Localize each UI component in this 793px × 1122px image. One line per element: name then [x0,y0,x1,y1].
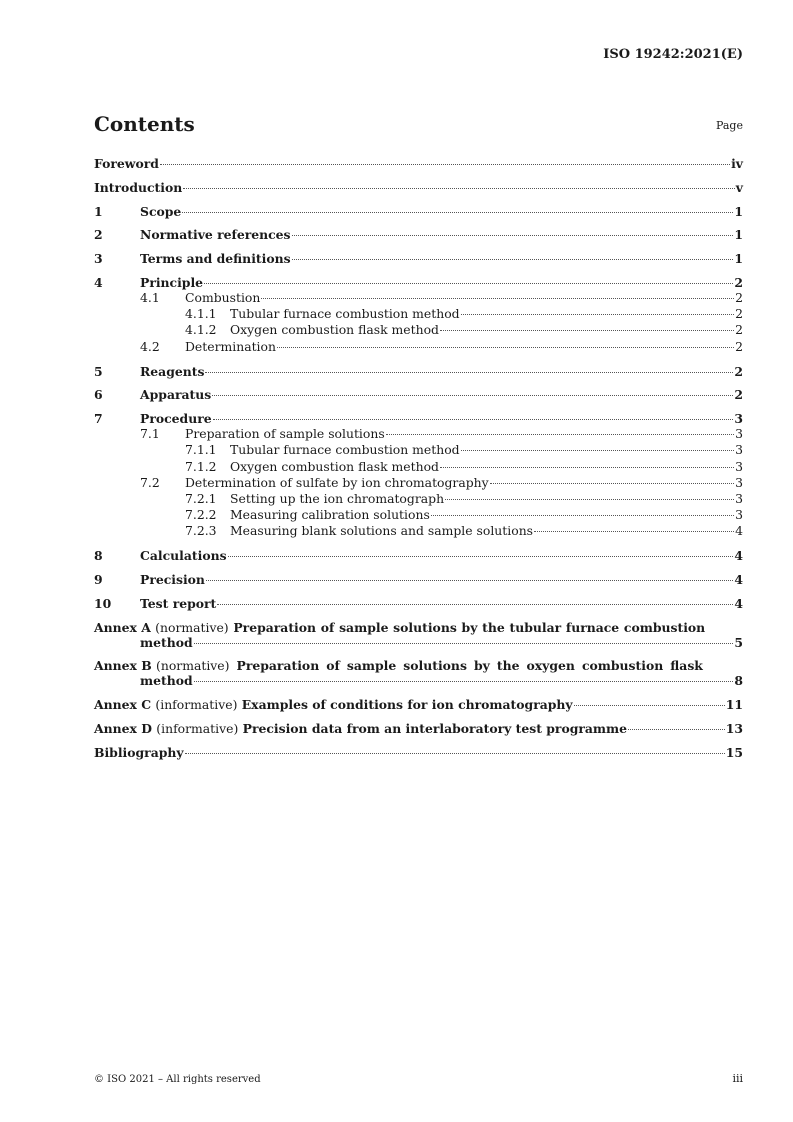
toc-entry-precision[interactable] [94,572,743,587]
toc-entry-foreword[interactable] [94,156,743,171]
annex-title-word: method [140,673,193,689]
toc-entry-determination[interactable] [94,339,743,355]
toc-entry-title: Combustion [185,289,261,305]
annex-title-line [94,658,743,673]
annex-title-continuation [94,635,743,650]
annex-label: Annex A [94,619,151,635]
annex-label: Annex B [94,658,152,674]
dot-leader [440,330,734,331]
toc-entry-page: 11 [725,697,743,713]
toc-entry-preparation-of-sample-solutions[interactable] [94,426,743,442]
toc-entry-number: 3 [94,251,103,267]
dot-leader [386,434,734,435]
annex-title-word: of [326,658,340,674]
dot-leader [206,580,733,581]
toc-entry-combustion[interactable] [94,290,743,306]
toc-entry-number: 7.2.1 [185,490,217,506]
toc-entry-title: Precision data from an interlaboratory test programme [242,721,628,737]
dot-leader [490,483,734,484]
toc-entry-title: Measuring blank solutions and sample solutions [230,523,534,539]
toc-entry-setting-up-chromatograph[interactable] [94,491,743,507]
dot-leader [261,298,734,299]
toc-entry-title: Principle [140,274,204,290]
toc-entry-page: 5 [734,634,743,650]
dot-leader [292,259,734,260]
toc-entry-page: 4 [735,523,743,539]
toc-entry-title: Setting up the ion chromatograph [230,490,445,506]
toc-entry-title: Determination of sulfate by ion chromatography [185,474,489,490]
page-column-label: Page [715,119,743,132]
toc-entry-page: 3 [735,474,743,490]
annex-label-with-type [94,658,229,673]
document-id: ISO 19242:2021(E) [603,47,743,62]
dot-leader [440,467,734,468]
toc-entry-page: 1 [734,203,743,219]
toc-entry-number: 7.1.1 [185,442,217,458]
toc-entry-title: Reagents [140,363,205,379]
toc-entry-page: 4 [734,572,743,588]
toc-entry-number: 7.2.3 [185,523,217,539]
table-of-contents [94,156,743,760]
annex-title-word: oxygen [526,658,575,674]
dot-leader [574,705,725,706]
toc-entry-page: 2 [735,322,743,338]
toc-entry-page: 3 [735,442,743,458]
toc-entry-bibliography[interactable] [94,745,743,760]
toc-entry-number: 4.1.1 [185,306,217,322]
toc-entry-tubular-furnace-method-2[interactable] [94,442,743,458]
dot-leader [628,729,725,730]
toc-entry-title: Examples of conditions for ion chromatography [241,697,573,713]
annex-title-word: Preparation [233,619,317,635]
annex-title-word: solutions [393,619,457,635]
toc-entry-number: 2 [94,227,103,243]
toc-entry-number: 4.1 [140,289,160,305]
toc-entry-title: Preparation of sample solutions [185,426,385,442]
toc-entry-number: 7.1 [140,426,160,442]
toc-entry-determination-of-sulfate[interactable] [94,475,743,491]
annex-title-word: tubular [509,619,562,635]
toc-entry-terms-and-definitions[interactable] [94,251,743,266]
toc-entry-title: Tubular furnace combustion method [230,306,460,322]
toc-entry-page: 2 [735,289,743,305]
dot-leader [292,235,734,236]
toc-entry-title: Procedure [140,411,212,427]
toc-entry-page: 2 [735,306,743,322]
toc-entry-page: 15 [725,744,743,760]
toc-entry-title: Introduction [94,179,183,195]
toc-entry-number: 9 [94,572,103,588]
annex-title-word: solutions [403,658,467,674]
toc-entry-annex-b[interactable] [94,658,743,688]
dot-leader [213,419,734,420]
dot-leader [277,347,734,348]
annex-title-word: furnace [565,619,620,635]
annex-title-word: combustion [581,658,664,674]
toc-entry-page: 3 [734,411,743,427]
toc-entry-test-report[interactable] [94,596,743,611]
toc-entry-title: Oxygen combustion flask method [230,322,439,338]
dot-leader [160,164,730,165]
annex-title-continuation [94,673,743,688]
toc-entry-apparatus[interactable] [94,387,743,402]
toc-entry-title: Apparatus [140,387,212,403]
dot-leader [217,604,733,605]
annex-title-word: by [461,619,478,635]
dot-leader [461,450,735,451]
annex-title-line [94,620,743,635]
dot-leader [183,188,735,189]
toc-entry-number: 4.2 [140,338,160,354]
toc-entry-page: 8 [734,673,743,689]
toc-entry-number: 7.2.2 [185,507,217,523]
annex-title-word: by [473,658,490,674]
dot-leader [194,643,734,644]
toc-entry-annex-a[interactable] [94,620,743,650]
page-number: iii [732,1072,743,1085]
toc-entry-page: 4 [734,548,743,564]
annex-title-word: the [496,658,520,674]
toc-entry-title: Oxygen combustion flask method [230,458,439,474]
dot-leader [194,681,734,682]
toc-entry-page: 2 [735,338,743,354]
toc-entry-page: 3 [735,507,743,523]
toc-entry-annex-d[interactable] [94,721,743,736]
annex-label: Annex D [94,721,152,737]
annex-label: Annex C [94,697,152,713]
toc-entry-annex-c[interactable] [94,697,743,712]
toc-entry-title: Precision [140,572,205,588]
toc-entry-oxygen-flask-method[interactable] [94,322,743,338]
toc-entry-page: v [735,179,743,195]
dot-leader [185,753,725,754]
dot-leader [205,372,733,373]
toc-entry-title: Calculations [140,548,227,564]
toc-entry-number: 6 [94,387,103,403]
toc-entry-oxygen-flask-method-2[interactable] [94,459,743,475]
annex-type: (informative) [156,721,239,737]
toc-entry-number: 4 [94,274,103,290]
toc-entry-number: 10 [94,595,112,611]
toc-entry-page: 1 [734,251,743,267]
annex-title-word: flask [670,658,703,674]
toc-entry-measuring-blank-and-sample[interactable] [94,523,743,539]
annex-title-word: Preparation [236,658,320,674]
annex-label-with-type [94,620,229,635]
toc-entry-page: 2 [734,363,743,379]
toc-entry-page: 3 [735,458,743,474]
toc-entry-title: Normative references [140,227,291,243]
dot-leader [212,395,733,396]
annex-title-word: sample [339,619,389,635]
toc-entry-title: Measuring calibration solutions [230,507,430,523]
toc-entry-title: Determination [185,338,276,354]
toc-entry-title: Tubular furnace combustion method [230,442,460,458]
annex-title-word: sample [346,658,397,674]
dot-leader [534,531,734,532]
toc-entry-tubular-furnace-method[interactable] [94,306,743,322]
dot-leader [431,515,734,516]
toc-entry-title: Bibliography [94,744,184,760]
toc-entry-page: 2 [734,274,743,290]
dot-leader [461,314,735,315]
toc-entry-title: Terms and definitions [140,251,291,267]
dot-leader [445,499,734,500]
toc-entry-number: 7.2 [140,474,160,490]
toc-entry-calculations[interactable] [94,548,743,563]
annex-type: (normative) [155,619,229,635]
toc-entry-number: 8 [94,548,103,564]
toc-entry-number: 4.1.2 [185,322,217,338]
toc-entry-principle[interactable] [94,275,743,290]
copyright-notice: © ISO 2021 – All rights reserved [94,1074,261,1085]
toc-entry-measuring-calibration[interactable] [94,507,743,523]
toc-entry-title: Test report [140,595,217,611]
toc-entry-page: 13 [725,721,743,737]
annex-title-word: method [140,634,193,650]
dot-leader [182,212,733,213]
dot-leader [204,283,733,284]
dot-leader [228,556,734,557]
toc-entry-number: 5 [94,363,103,379]
toc-entry-reagents[interactable] [94,364,743,379]
toc-entry-number: 7.1.2 [185,458,217,474]
annex-type: (normative) [156,658,230,674]
annex-title-word: combustion [623,619,706,635]
toc-entry-page: 2 [734,387,743,403]
toc-entry-page: 4 [734,595,743,611]
toc-entry-procedure[interactable] [94,411,743,426]
toc-entry-page: iv [731,156,743,171]
toc-entry-page: 3 [735,490,743,506]
toc-entry-page: 3 [735,426,743,442]
toc-entry-title: Scope [140,203,182,219]
toc-entry-title: Foreword [94,156,159,171]
annex-title-word: of [320,619,335,635]
toc-entry-number: 1 [94,203,103,219]
annex-title-word: the [482,619,505,635]
page-title: Contents [94,112,195,136]
toc-entry-scope[interactable] [94,204,743,219]
toc-entry-normative-references[interactable] [94,227,743,242]
toc-entry-page: 1 [734,227,743,243]
annex-type: (informative) [155,697,238,713]
toc-entry-number: 7 [94,411,103,427]
toc-entry-introduction[interactable] [94,180,743,195]
